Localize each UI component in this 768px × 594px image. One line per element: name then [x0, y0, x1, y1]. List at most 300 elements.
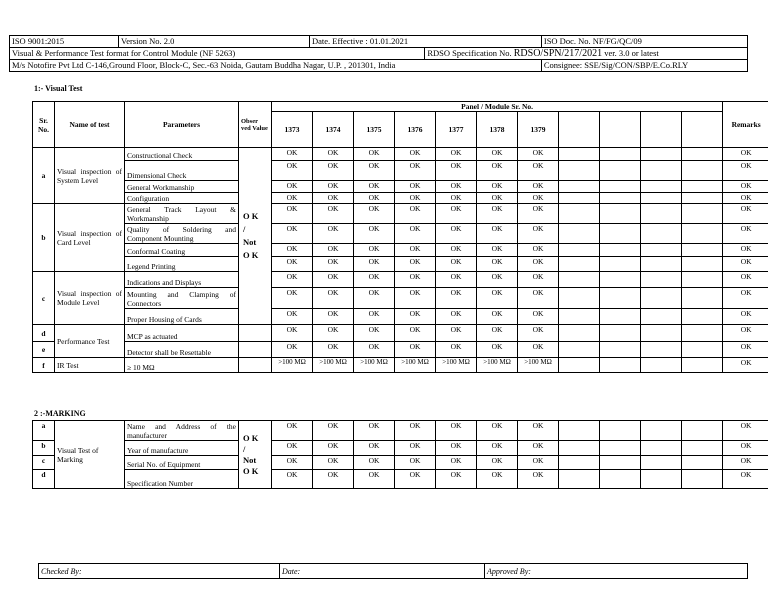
- col-parameters: Parameters: [125, 102, 239, 148]
- table-row: [33, 441, 768, 456]
- result-cell: OK: [436, 244, 477, 257]
- result-cell: [600, 148, 641, 161]
- result-cell: [641, 224, 682, 244]
- result-cell: [600, 325, 641, 342]
- table-row: [33, 456, 768, 470]
- result-cell: OK: [272, 470, 313, 489]
- result-cell: OK: [272, 342, 313, 358]
- result-cell: [682, 325, 723, 342]
- result-cell: [682, 193, 723, 204]
- result-cell: OK: [518, 161, 559, 181]
- col-name-of-test: Name of test: [55, 102, 125, 148]
- panel-serial-header: 1375: [354, 112, 395, 148]
- result-cell: OK: [477, 161, 518, 181]
- remarks-cell: OK: [723, 224, 768, 244]
- panel-serial-header: 1373: [272, 112, 313, 148]
- observed-value-text: O K: [243, 211, 259, 221]
- result-cell: OK: [354, 272, 395, 288]
- result-cell: OK: [313, 148, 354, 161]
- result-cell: OK: [477, 193, 518, 204]
- result-cell: [682, 161, 723, 181]
- result-cell: OK: [272, 456, 313, 470]
- result-cell: OK: [354, 148, 395, 161]
- result-cell: OK: [395, 204, 436, 224]
- result-cell: OK: [477, 325, 518, 342]
- result-cell: OK: [477, 272, 518, 288]
- result-cell: OK: [272, 421, 313, 441]
- result-cell: [559, 193, 600, 204]
- result-cell: OK: [436, 421, 477, 441]
- col-remarks: Remarks: [723, 102, 768, 148]
- test-name-cell: IR Test: [55, 358, 125, 373]
- panel-serial-header: [682, 112, 723, 148]
- observed-value-cell: [239, 325, 272, 342]
- result-cell: OK: [354, 421, 395, 441]
- result-cell: >100 MΩ: [272, 358, 313, 373]
- result-cell: [600, 204, 641, 224]
- result-cell: OK: [395, 470, 436, 489]
- rdso-spec-number: RDSO/SPN/217/2021: [513, 48, 603, 59]
- result-cell: [641, 161, 682, 181]
- parameter-cell: ≥ 10 MΩ: [125, 358, 239, 373]
- parameter-cell: Year of manufacture: [125, 441, 239, 456]
- parameter-cell: General Track Layout & Workmanship: [125, 204, 239, 224]
- result-cell: [682, 148, 723, 161]
- remarks-cell: OK: [723, 193, 768, 204]
- result-cell: OK: [518, 224, 559, 244]
- date-field: Date:: [280, 564, 485, 579]
- result-cell: OK: [518, 470, 559, 489]
- result-cell: [559, 342, 600, 358]
- remarks-cell: OK: [723, 288, 768, 309]
- result-cell: OK: [436, 441, 477, 456]
- test-name-cell: Performance Test: [55, 325, 125, 358]
- result-cell: OK: [395, 272, 436, 288]
- result-cell: [600, 193, 641, 204]
- parameter-cell: General Workmanship: [125, 181, 239, 193]
- result-cell: [641, 358, 682, 373]
- result-cell: >100 MΩ: [354, 358, 395, 373]
- result-cell: [682, 244, 723, 257]
- result-cell: OK: [436, 288, 477, 309]
- version-no: Version No. 2.0: [119, 36, 310, 48]
- result-cell: [600, 181, 641, 193]
- observed-value-cell: [239, 358, 272, 373]
- panel-serial-header: 1378: [477, 112, 518, 148]
- sr-no-cell: c: [33, 272, 55, 325]
- result-cell: OK: [313, 421, 354, 441]
- result-cell: [682, 441, 723, 456]
- result-cell: [600, 244, 641, 257]
- result-cell: OK: [272, 193, 313, 204]
- result-cell: [641, 181, 682, 193]
- table-row: [33, 204, 768, 224]
- result-cell: [641, 272, 682, 288]
- result-cell: [641, 309, 682, 325]
- table-row: [33, 257, 768, 272]
- result-cell: OK: [395, 456, 436, 470]
- result-cell: [641, 421, 682, 441]
- result-cell: [682, 421, 723, 441]
- table-row: [33, 342, 768, 358]
- remarks-cell: OK: [723, 358, 768, 373]
- result-cell: OK: [436, 456, 477, 470]
- result-cell: [559, 244, 600, 257]
- result-cell: [559, 204, 600, 224]
- result-cell: [559, 272, 600, 288]
- result-cell: OK: [395, 161, 436, 181]
- result-cell: OK: [477, 421, 518, 441]
- sr-no-cell: d: [33, 470, 55, 489]
- table-row: [33, 309, 768, 325]
- result-cell: OK: [436, 161, 477, 181]
- result-cell: [559, 441, 600, 456]
- result-cell: [682, 204, 723, 224]
- consignee: Consignee: SSE/Sig/CON/SBP/E.Co.RLY: [541, 60, 747, 72]
- result-cell: [559, 325, 600, 342]
- result-cell: OK: [436, 204, 477, 224]
- result-cell: [600, 470, 641, 489]
- result-cell: OK: [313, 204, 354, 224]
- remarks-cell: OK: [723, 257, 768, 272]
- sr-no-cell: a: [33, 148, 55, 204]
- visual-test-table: [32, 101, 768, 373]
- parameter-cell: Detector shall be Resettable: [125, 342, 239, 358]
- result-cell: OK: [436, 272, 477, 288]
- result-cell: [600, 441, 641, 456]
- observed-value-cell: [239, 342, 272, 358]
- result-cell: [641, 204, 682, 224]
- result-cell: [682, 470, 723, 489]
- parameter-cell: Specification Number: [125, 470, 239, 489]
- company-address: M/s Notofire Pvt Ltd C-146,Ground Floor, Block-C, Sec.-63 Noida, Gautam Buddha Nagar, U.P. , 201301, India: [10, 60, 542, 72]
- result-cell: [600, 288, 641, 309]
- panel-serial-header: 1376: [395, 112, 436, 148]
- result-cell: OK: [518, 193, 559, 204]
- result-cell: OK: [477, 342, 518, 358]
- approved-by: Approved By:: [485, 564, 748, 579]
- remarks-cell: OK: [723, 204, 768, 224]
- panel-serial-header: 1374: [313, 112, 354, 148]
- iso-doc-no: ISO Doc. No. NF/FG/QC/09: [541, 36, 747, 48]
- result-cell: OK: [313, 309, 354, 325]
- result-cell: [559, 224, 600, 244]
- result-cell: >100 MΩ: [477, 358, 518, 373]
- result-cell: OK: [354, 441, 395, 456]
- result-cell: OK: [395, 342, 436, 358]
- result-cell: OK: [313, 288, 354, 309]
- remarks-cell: OK: [723, 244, 768, 257]
- observed-value-text: O K: [243, 465, 259, 476]
- result-cell: [600, 272, 641, 288]
- result-cell: OK: [354, 456, 395, 470]
- result-cell: OK: [354, 309, 395, 325]
- result-cell: OK: [313, 470, 354, 489]
- result-cell: OK: [436, 181, 477, 193]
- panel-serial-header: 1379: [518, 112, 559, 148]
- result-cell: OK: [518, 204, 559, 224]
- col-sr-no: Sr. No.: [33, 102, 55, 148]
- rdso-spec: RDSO Specification No. RDSO/SPN/217/2021 ver. 3.0 or latest: [425, 48, 748, 60]
- result-cell: OK: [436, 309, 477, 325]
- result-cell: OK: [395, 257, 436, 272]
- document-header: [9, 35, 748, 72]
- result-cell: [641, 148, 682, 161]
- checked-by: Checked By:: [39, 564, 280, 579]
- result-cell: OK: [354, 342, 395, 358]
- result-cell: OK: [477, 257, 518, 272]
- result-cell: OK: [313, 441, 354, 456]
- parameter-cell: Proper Housing of Cards: [125, 309, 239, 325]
- result-cell: OK: [395, 421, 436, 441]
- parameter-cell: Constructional Check: [125, 148, 239, 161]
- test-name-cell: Visual inspection of Card Level: [55, 204, 125, 272]
- result-cell: OK: [272, 309, 313, 325]
- result-cell: OK: [272, 181, 313, 193]
- marking-title: 2 :-MARKING: [34, 409, 86, 418]
- result-cell: OK: [313, 181, 354, 193]
- result-cell: OK: [436, 470, 477, 489]
- result-cell: OK: [354, 257, 395, 272]
- result-cell: OK: [477, 148, 518, 161]
- result-cell: [641, 456, 682, 470]
- result-cell: OK: [272, 244, 313, 257]
- result-cell: OK: [395, 148, 436, 161]
- result-cell: OK: [477, 456, 518, 470]
- observed-value-cell: [239, 421, 272, 489]
- result-cell: OK: [518, 244, 559, 257]
- result-cell: [682, 456, 723, 470]
- panel-serial-header: [559, 112, 600, 148]
- observed-value-text: /: [243, 224, 246, 234]
- marking-table: [32, 420, 768, 489]
- observed-value-text: Not: [243, 237, 257, 247]
- result-cell: OK: [313, 193, 354, 204]
- result-cell: [559, 358, 600, 373]
- result-cell: OK: [354, 204, 395, 224]
- result-cell: OK: [436, 257, 477, 272]
- result-cell: [600, 342, 641, 358]
- result-cell: OK: [436, 325, 477, 342]
- result-cell: [641, 193, 682, 204]
- remarks-cell: OK: [723, 325, 768, 342]
- table-row: [33, 288, 768, 309]
- result-cell: OK: [518, 309, 559, 325]
- result-cell: [559, 421, 600, 441]
- parameter-cell: MCP as actuated: [125, 325, 239, 342]
- result-cell: OK: [354, 325, 395, 342]
- result-cell: OK: [477, 470, 518, 489]
- result-cell: OK: [354, 181, 395, 193]
- panel-serial-header: [600, 112, 641, 148]
- result-cell: OK: [354, 288, 395, 309]
- result-cell: OK: [395, 224, 436, 244]
- result-cell: OK: [313, 325, 354, 342]
- result-cell: [682, 342, 723, 358]
- result-cell: OK: [313, 244, 354, 257]
- parameter-cell: Serial No. of Equipment: [125, 456, 239, 470]
- sr-no-cell: d: [33, 325, 55, 342]
- result-cell: [600, 421, 641, 441]
- result-cell: [682, 224, 723, 244]
- result-cell: OK: [518, 441, 559, 456]
- panel-serial-header: [641, 112, 682, 148]
- result-cell: >100 MΩ: [518, 358, 559, 373]
- result-cell: OK: [272, 204, 313, 224]
- test-name-cell: Visual inspection of Module Level: [55, 272, 125, 325]
- test-name-cell: Visual Test of Marking: [55, 421, 125, 489]
- result-cell: OK: [477, 244, 518, 257]
- result-cell: OK: [518, 272, 559, 288]
- result-cell: OK: [354, 193, 395, 204]
- date-effective: Date. Effective : 01.01.2021: [310, 36, 542, 48]
- result-cell: [600, 257, 641, 272]
- result-cell: OK: [354, 470, 395, 489]
- result-cell: [559, 456, 600, 470]
- remarks-cell: OK: [723, 456, 768, 470]
- remarks-cell: OK: [723, 161, 768, 181]
- result-cell: OK: [272, 441, 313, 456]
- result-cell: [641, 288, 682, 309]
- result-cell: [600, 224, 641, 244]
- result-cell: OK: [313, 257, 354, 272]
- result-cell: OK: [272, 161, 313, 181]
- result-cell: OK: [477, 288, 518, 309]
- result-cell: [559, 148, 600, 161]
- remarks-cell: OK: [723, 309, 768, 325]
- result-cell: [559, 181, 600, 193]
- result-cell: OK: [395, 193, 436, 204]
- result-cell: OK: [313, 456, 354, 470]
- result-cell: OK: [395, 244, 436, 257]
- parameter-cell: Legend Printing: [125, 257, 239, 272]
- table-row: [33, 161, 768, 181]
- parameter-cell: Quality of Soldering and Component Mounting: [125, 224, 239, 244]
- result-cell: [559, 470, 600, 489]
- result-cell: [641, 257, 682, 272]
- result-cell: [600, 309, 641, 325]
- result-cell: [559, 161, 600, 181]
- table-row: [33, 470, 768, 489]
- sr-no-cell: b: [33, 204, 55, 272]
- result-cell: [682, 358, 723, 373]
- result-cell: OK: [518, 148, 559, 161]
- result-cell: [559, 257, 600, 272]
- result-cell: OK: [436, 148, 477, 161]
- table-row: [33, 325, 768, 342]
- format-title: Visual & Performance Test format for Control Module (NF 5263): [10, 48, 425, 60]
- result-cell: OK: [518, 456, 559, 470]
- result-cell: OK: [477, 181, 518, 193]
- result-cell: OK: [354, 224, 395, 244]
- parameter-cell: Indications and Displays: [125, 272, 239, 288]
- result-cell: OK: [477, 204, 518, 224]
- result-cell: OK: [436, 342, 477, 358]
- test-name-cell: Visual inspection of System Level: [55, 148, 125, 204]
- result-cell: OK: [395, 325, 436, 342]
- result-cell: OK: [272, 257, 313, 272]
- result-cell: [682, 272, 723, 288]
- result-cell: >100 MΩ: [395, 358, 436, 373]
- result-cell: OK: [395, 441, 436, 456]
- result-cell: OK: [518, 181, 559, 193]
- parameter-cell: Configuration: [125, 193, 239, 204]
- sr-no-cell: e: [33, 342, 55, 358]
- result-cell: [682, 257, 723, 272]
- result-cell: [600, 456, 641, 470]
- result-cell: OK: [436, 193, 477, 204]
- remarks-cell: OK: [723, 181, 768, 193]
- col-panel-group: Panel / Module Sr. No.: [272, 102, 723, 112]
- result-cell: OK: [477, 309, 518, 325]
- result-cell: OK: [272, 148, 313, 161]
- result-cell: OK: [518, 325, 559, 342]
- result-cell: [682, 288, 723, 309]
- result-cell: OK: [477, 224, 518, 244]
- result-cell: OK: [395, 288, 436, 309]
- result-cell: [682, 309, 723, 325]
- col-observed-value: Obser ved Value: [239, 102, 272, 148]
- sr-no-cell: a: [33, 421, 55, 441]
- result-cell: OK: [518, 342, 559, 358]
- result-cell: [600, 161, 641, 181]
- remarks-cell: OK: [723, 441, 768, 456]
- table-row: [33, 272, 768, 288]
- table-row: [33, 224, 768, 244]
- result-cell: [641, 441, 682, 456]
- parameter-cell: Name and Address of the manufacturer: [125, 421, 239, 441]
- result-cell: [600, 358, 641, 373]
- sr-no-cell: b: [33, 441, 55, 456]
- result-cell: OK: [518, 421, 559, 441]
- observed-value-text: O K: [243, 250, 259, 260]
- result-cell: OK: [313, 224, 354, 244]
- result-cell: OK: [395, 309, 436, 325]
- result-cell: OK: [313, 161, 354, 181]
- result-cell: OK: [272, 224, 313, 244]
- result-cell: OK: [477, 441, 518, 456]
- observed-value-text: O K: [243, 432, 259, 443]
- iso-standard: ISO 9001:2015: [10, 36, 119, 48]
- table-row: [33, 244, 768, 257]
- result-cell: OK: [272, 272, 313, 288]
- signature-footer: [38, 563, 748, 579]
- result-cell: [641, 470, 682, 489]
- observed-value-text: /: [243, 443, 246, 454]
- result-cell: [682, 181, 723, 193]
- result-cell: [641, 325, 682, 342]
- table-row: [33, 148, 768, 161]
- parameter-cell: Dimensional Check: [125, 161, 239, 181]
- remarks-cell: OK: [723, 342, 768, 358]
- remarks-cell: OK: [723, 470, 768, 489]
- result-cell: [641, 342, 682, 358]
- result-cell: OK: [518, 257, 559, 272]
- sr-no-cell: c: [33, 456, 55, 470]
- result-cell: OK: [395, 181, 436, 193]
- result-cell: [559, 288, 600, 309]
- result-cell: [559, 309, 600, 325]
- result-cell: OK: [354, 161, 395, 181]
- observed-value-cell: [239, 148, 272, 325]
- remarks-cell: OK: [723, 148, 768, 161]
- result-cell: OK: [313, 272, 354, 288]
- result-cell: OK: [354, 244, 395, 257]
- result-cell: OK: [313, 342, 354, 358]
- table-row: [33, 193, 768, 204]
- table-row: [33, 358, 768, 373]
- result-cell: OK: [272, 325, 313, 342]
